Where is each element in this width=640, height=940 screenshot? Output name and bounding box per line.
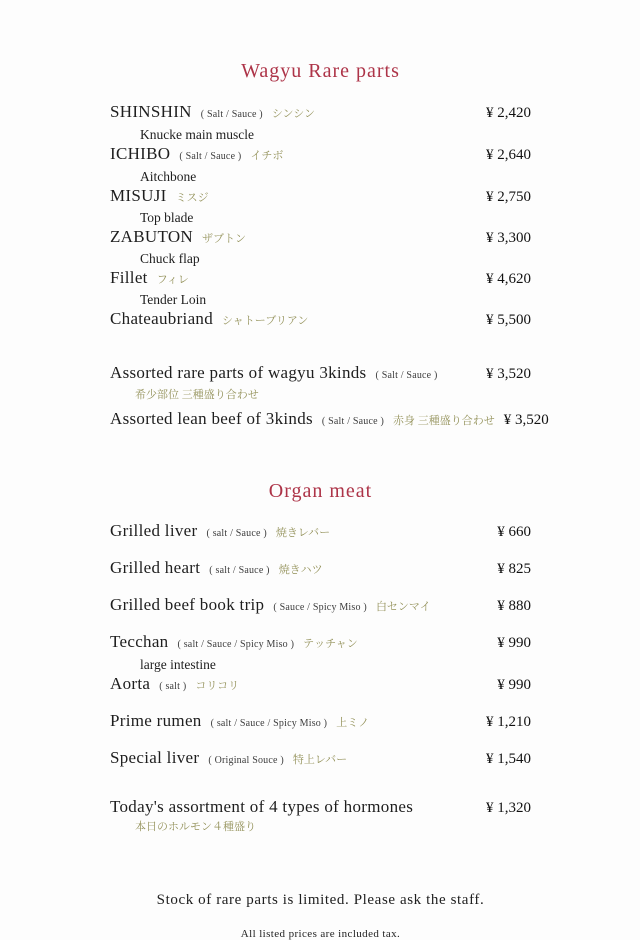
item-description: Knucke main muscle [140,127,254,142]
item-description: Top blade [140,210,194,225]
item-japanese-label: コリコリ [195,680,240,692]
item-japanese-label: 上ミノ [336,717,370,729]
item-price: ¥ 1,320 [486,800,531,816]
item-name: SHINSHIN [110,102,192,121]
item-price: ¥ 3,520 [503,412,549,428]
menu-item-row [110,557,531,582]
item-price: ¥ 5,500 [486,312,531,328]
item-line [110,408,549,433]
item-price: ¥ 990 [497,677,531,693]
item-japanese-label: 赤身 三種盛り合わせ [392,415,495,427]
item-sauce-options: ( Salt / Sauce ) [200,109,263,120]
item-japanese-label: フィレ [156,274,189,286]
item-japanese-label: 白センマイ [375,601,431,613]
item-japanese-label: ミスジ [175,192,209,204]
menu-item-row [110,362,531,404]
item-name: Today's assortment of 4 types of hormones [110,797,414,816]
item-name: Aorta [110,674,151,693]
menu-item-row [110,308,531,332]
menu-item-row [110,185,531,226]
menu-item-row [110,143,531,185]
item-description: Tender Loin [140,292,207,307]
menu-item-row [110,408,549,433]
item-price: ¥ 2,420 [486,105,531,121]
item-price: ¥ 1,210 [486,714,531,730]
item-line [110,185,531,209]
item-line [110,710,531,735]
item-japanese-label: 特上レバー [292,754,348,766]
menu-item-row [110,673,531,698]
item-sauce-options: ( Salt / Sauce ) [179,151,242,162]
item-price: ¥ 880 [497,598,531,614]
tax-note: All listed prices are included tax. [240,928,401,940]
item-name: MISUJI [110,186,167,205]
item-name: Grilled liver [110,521,198,540]
item-name: Prime rumen [110,711,202,730]
item-price: ¥ 4,620 [486,271,531,287]
item-sauce-options: ( Salt / Sauce ) [321,416,384,427]
item-sauce-options: ( Original Souce ) [208,755,284,766]
item-japanese-label: 焼きハツ [278,564,323,576]
item-sauce-options: ( salt / Sauce / Spicy Miso ) [210,718,328,729]
item-price: ¥ 825 [497,561,531,577]
item-name: ICHIBO [110,144,171,163]
item-line [110,143,531,168]
item-line [110,267,531,291]
item-sauce-options: ( salt / Sauce ) [206,528,267,539]
item-line [110,594,531,619]
item-description-jp: 本日のホルモン４種盛り [135,821,256,833]
menu-item-row [110,594,531,619]
item-sauce-options: ( Salt / Sauce ) [375,370,438,381]
item-sauce-options: ( salt / Sauce ) [209,565,270,576]
item-name: Assorted rare parts of wagyu 3kinds [110,363,367,382]
item-sauce-options: ( salt / Sauce / Spicy Miso ) [177,639,295,650]
item-price: ¥ 660 [497,524,531,540]
menu-item-row [110,267,531,308]
menu-item-row [110,747,531,772]
item-japanese-label: シンシン [271,108,316,120]
item-japanese-label: イチボ [250,150,284,162]
section-organ-meat [110,477,531,836]
menu-item-row [110,101,531,143]
menu-item-row [110,226,531,267]
item-line [110,520,531,545]
section-wagyu-rare-parts [110,57,549,433]
menu-item-row [110,631,531,673]
item-sauce-options: ( salt ) [159,681,187,692]
item-line [110,631,531,656]
item-line [110,796,531,819]
item-description: Chuck flap [140,251,200,266]
item-description: Aitchbone [140,169,197,184]
item-price: ¥ 2,750 [486,189,531,205]
item-price: ¥ 3,520 [486,366,531,382]
item-name: Chateaubriand [110,309,214,328]
item-line [110,673,531,698]
menu-item-row [110,710,531,735]
item-line [110,362,531,387]
item-line [110,308,531,332]
item-name: Grilled heart [110,558,201,577]
item-description: large intestine [140,657,216,672]
item-price: ¥ 990 [497,635,531,651]
item-sauce-options: ( Sauce / Spicy Miso ) [273,602,367,613]
section-title: Organ meat [268,480,373,502]
item-price: ¥ 1,540 [486,751,531,767]
item-japanese-label: 焼きレバー [275,527,331,539]
item-name: Assorted lean beef of 3kinds [110,409,313,428]
item-line [110,226,531,250]
stock-notice: Stock of rare parts is limited. Please ask the staff. [156,892,485,908]
item-line [110,557,531,582]
item-name: ZABUTON [110,227,194,246]
section-title: Wagyu Rare parts [241,60,400,82]
item-line [110,747,531,772]
item-japanese-label: シャトーブリアン [222,315,309,327]
item-name: Grilled beef book trip [110,595,265,614]
menu-item-row [110,796,531,836]
item-price: ¥ 3,300 [486,230,531,246]
item-price: ¥ 2,640 [486,147,531,163]
item-line [110,101,531,126]
item-japanese-label: ザブトン [202,233,247,245]
item-description-jp: 希少部位 三種盛り合わせ [135,389,259,401]
item-japanese-label: テッチャン [303,638,358,650]
menu-item-row [110,520,531,545]
item-name: Special liver [110,748,200,767]
item-name: Tecchan [110,632,169,651]
item-name: Fillet [110,268,148,287]
